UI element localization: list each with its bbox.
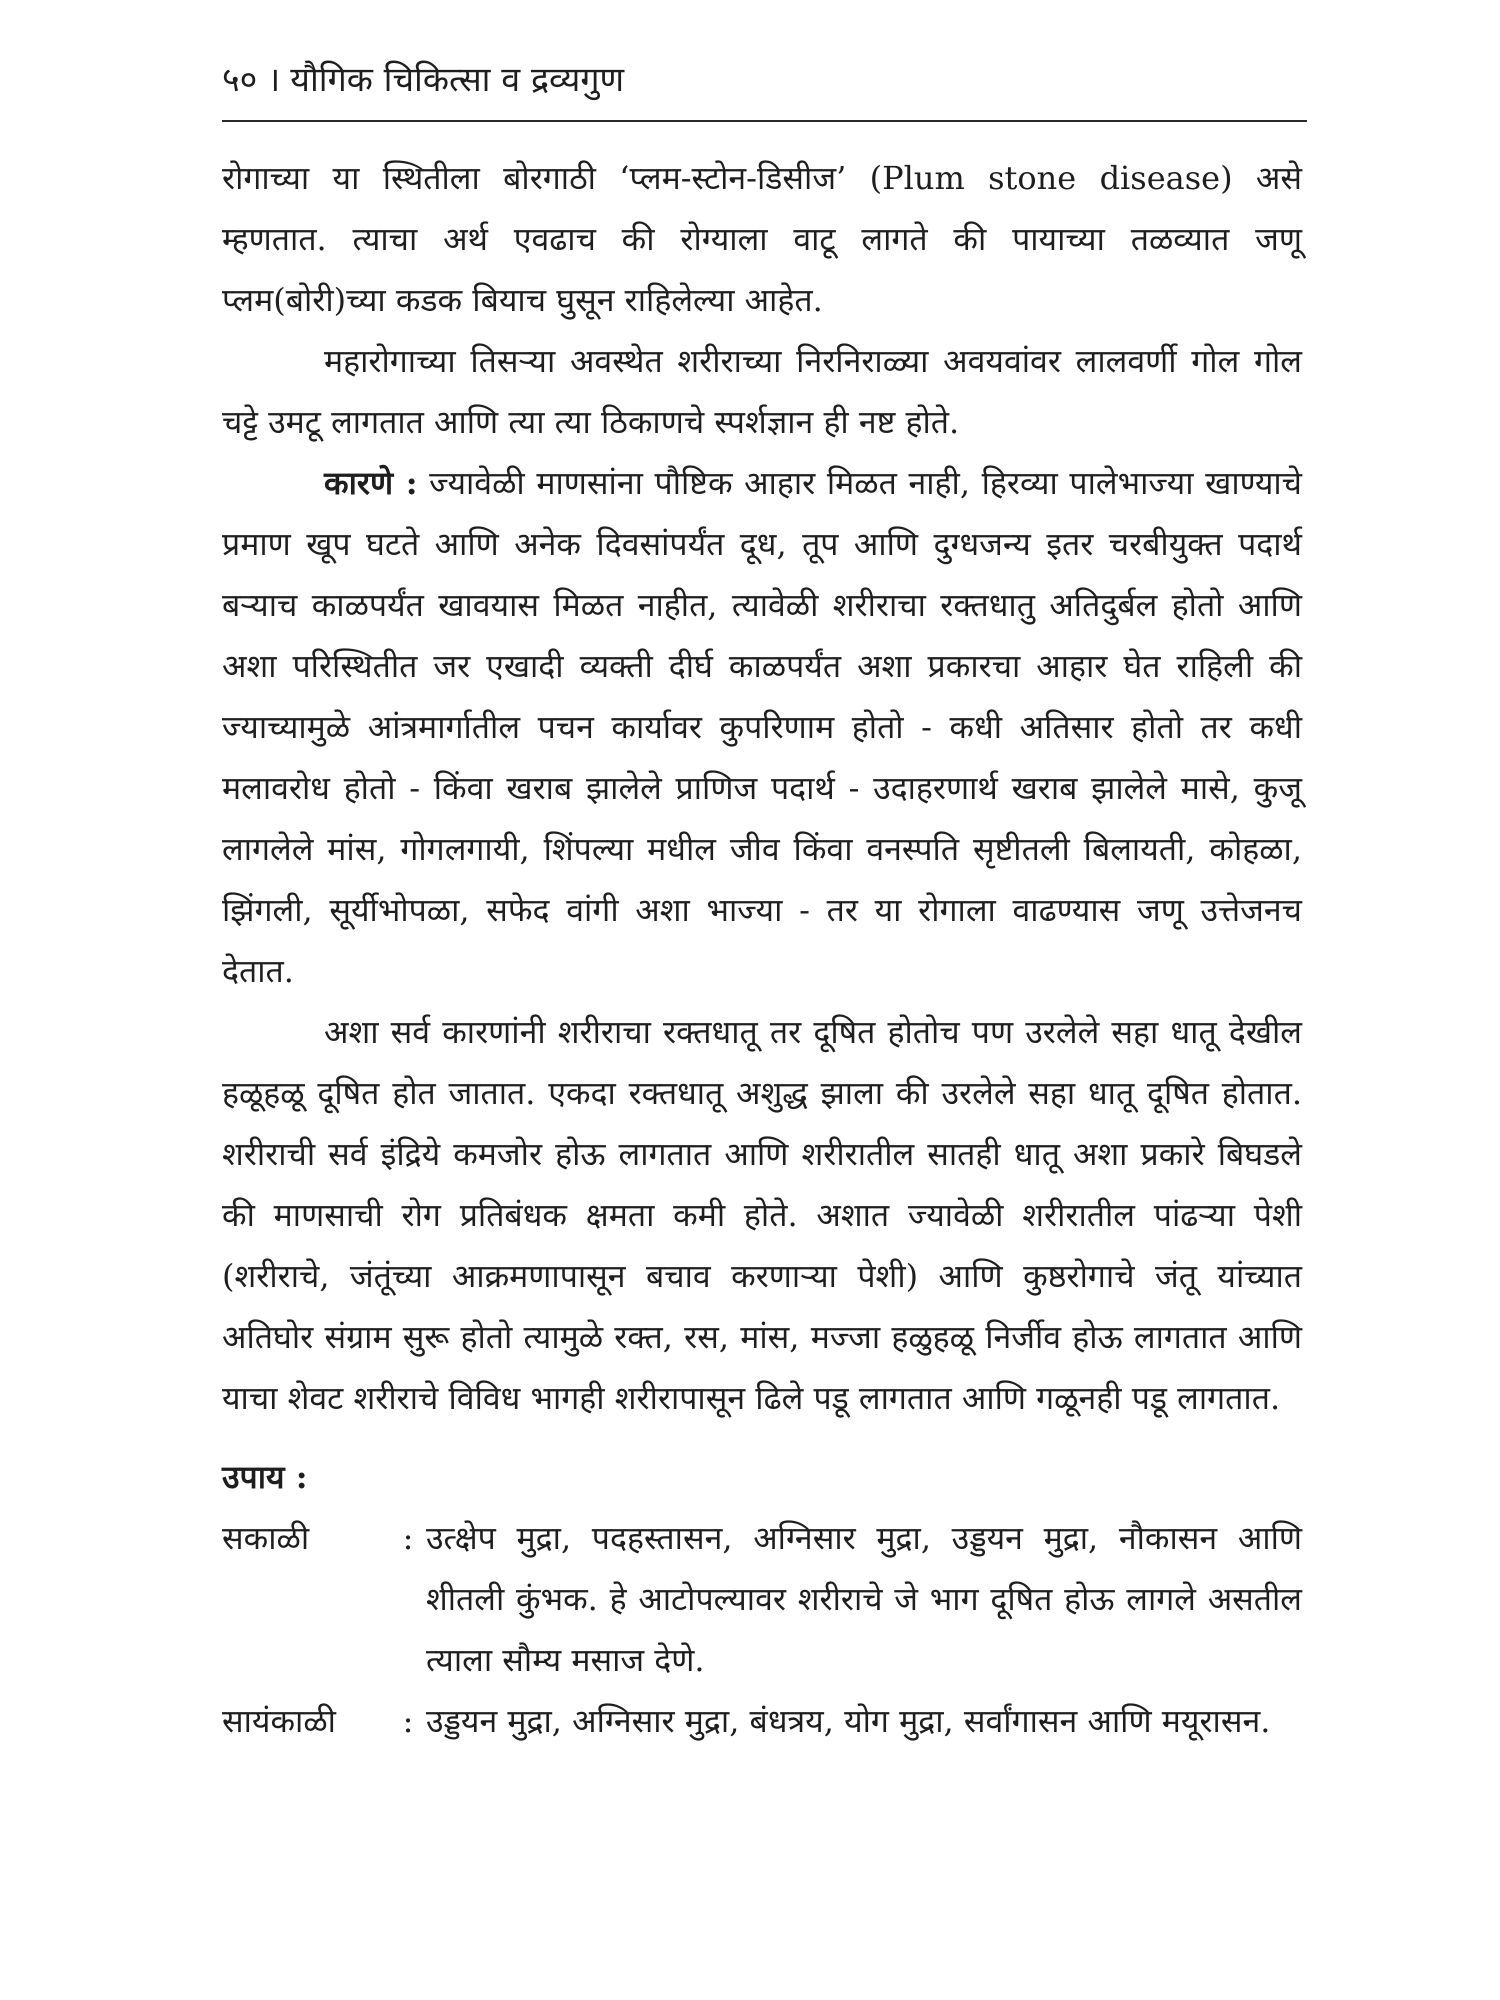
body-text: [222, 148, 1302, 1429]
remedy-morning-text: उत्क्षेप मुद्रा, पदहस्तासन, अग्निसार मुद्रा, उड्डयन मुद्रा, नौकासन आणि शीतली कुंभक. हे आटोपल्यावर शरीराचे जे भाग दूषित होऊ लागले असतील त्याला सौम्य मसाज देणे.: [426, 1519, 1302, 1679]
page-header: [222, 52, 1302, 108]
remedy-evening: [222, 1691, 1302, 1752]
header-separator: ।: [267, 60, 281, 100]
remedy-evening-colon: :: [402, 1702, 414, 1740]
remedy-morning: [222, 1508, 1302, 1691]
book-page: [222, 52, 1302, 1752]
remedies-heading: उपाय :: [222, 1458, 308, 1496]
remedy-evening-label: सायंकाळी: [222, 1702, 336, 1740]
page-number: ५०: [222, 60, 258, 100]
causes-heading: कारणे :: [324, 464, 418, 502]
causes-text: ज्यावेळी माणसांना पौष्टिक आहार मिळत नाही, हिरव्या पालेभाज्या खाण्याचे प्रमाण खूप घटते आणि अनेक दिवसांपर्यंत दूध, तूप आणि दुग्धजन्य इतर चरबीयुक्त पदार्थ बऱ्याच काळपर्यंत खावयास मिळत नाहीत, त्यावेळी शरीराचा रक्तधातु अतिदुर्बल होतो आणि अशा परिस्थितीत जर एखादी व्यक्ती दीर्घ काळपर्यंत अशा प्रकारचा आहार घेत राहिली की ज्याच्यामुळे आंत्रमार्गातील पचन कार्यावर कुपरिणाम होतो - कधी अतिसार होतो तर कधी मलावरोध होतो - किंवा खराब झालेले प्राणिज पदार्थ - उदाहरणार्थ खराब झालेले मासे, कुजू लागलेले मांस, गोगलगायी, शिंपल्या मधील जीव किंवा वनस्पति सृष्टीतली बिलायती, कोहळा, झिंगली, सूर्यीभोपळा, सफेद वांगी अशा भाज्या - तर या रोगाला वाढण्यास जणू उत्तेजनच देतात.: [222, 464, 1302, 990]
remedy-morning-colon: :: [402, 1519, 414, 1557]
paragraph-causes: [222, 453, 1302, 1002]
paragraph-effects: अशा सर्व कारणांनी शरीराचा रक्तधातू तर दूषित होतोच पण उरलेले सहा धातू देखील हळूहळू दूषित होत जातात. एकदा रक्तधातू अशुद्ध झाला की उरलेले सहा धातू दूषित होतात. शरीराची सर्व इंद्रिये कमजोर होऊ लागतात आणि शरीरातील सातही धातू अशा प्रकारे बिघडले की माणसाची रोग प्रतिबंधक क्षमता कमी होते. अशात ज्यावेळी शरीरातील पांढऱ्या पेशी (शरीराचे, जंतूंच्या आक्रमणापासून बचाव करणाऱ्या पेशी) आणि कुष्ठरोगाचे जंतू यांच्यात अतिघोर संग्राम सुरू होतो त्यामुळे रक्त, रस, मांस, मज्जा हळुहळू निर्जीव होऊ लागतात आणि याचा शेवट शरीराचे विविध भागही शरीरापासून ढिले पडू लागतात आणि गळूनही पडू लागतात.: [222, 1013, 1302, 1417]
remedy-evening-text: उड्डयन मुद्रा, अग्निसार मुद्रा, बंधत्रय, योग मुद्रा, सर्वांगासन आणि मयूरासन.: [426, 1702, 1271, 1740]
book-title: यौगिक चिकित्सा व द्रव्यगुण: [290, 60, 625, 100]
paragraph-third-stage: महारोगाच्या तिसऱ्या अवस्थेत शरीराच्या निरनिराळ्या अवयवांवर लालवर्णी गोल गोल चट्टे उमटू लागतात आणि त्या त्या ठिकाणचे स्पर्शज्ञान ही नष्ट होते.: [222, 342, 1302, 441]
header-rule: [222, 120, 1307, 122]
paragraph-plum-stone: रोगाच्या या स्थितीला बोरगाठी ‘प्लम-स्टोन-डिसीज’ (Plum stone disease) असे म्हणतात. त्याचा अर्थ एवढाच की रोग्याला वाटू लागते की पायाच्या तळव्यात जणू प्लम(बोरी)च्या कडक बियाच घुसून राहिलेल्या आहेत.: [222, 159, 1302, 319]
remedy-morning-label: सकाळी: [222, 1519, 310, 1557]
